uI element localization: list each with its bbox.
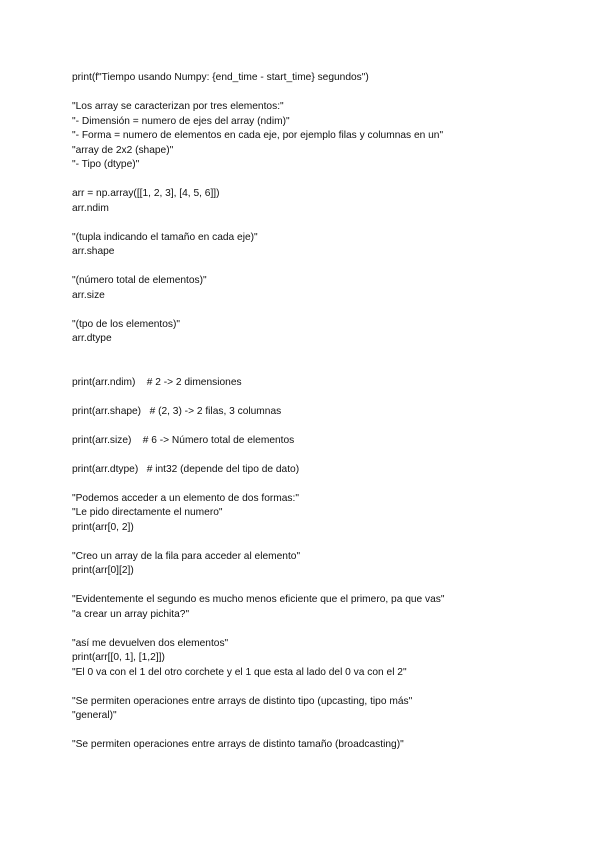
text-line: "Se permiten operaciones entre arrays de distinto tipo (upcasting, tipo más" — [72, 695, 413, 707]
code-line: arr.size — [72, 289, 105, 301]
text-line: "Los array se caracterizan por tres elementos:" — [72, 101, 284, 112]
text-block-broadcasting — [72, 738, 572, 753]
text-line: "- Dimensión = numero de ejes del array (ndim)" — [72, 115, 290, 127]
code-line: print(arr[[0, 1], [1,2]]) — [72, 652, 165, 663]
code-line: print(f"Tiempo usando Numpy: {end_time - start_time} segundos") — [72, 72, 369, 83]
text-line: "El 0 va con el 1 del otro corchete y el 1 que esta al lado del 0 va con el 2" — [72, 666, 407, 678]
code-line: print(arr.dtype) # int32 (depende del tipo de dato) — [72, 463, 300, 475]
text-line: "Creo un array de la fila para acceder al elemento" — [72, 550, 301, 562]
text-line: "general)" — [72, 710, 117, 721]
text-line: "array de 2x2 (shape)" — [72, 144, 174, 156]
code-line: print(arr.size) # 6 -> Número total de elementos — [72, 434, 295, 446]
text-line: "Evidentemente el segundo es mucho menos eficiente que el primero, pa que vas" — [72, 594, 445, 605]
text-line: "Le pido directamente el numero" — [72, 507, 223, 518]
text-block-arr-definition — [72, 187, 572, 216]
text-block-upcasting — [72, 695, 572, 724]
text-block-array-elements — [72, 100, 572, 173]
text-block-print-ndim — [72, 376, 572, 391]
text-block-row-array — [72, 550, 572, 579]
document-body — [72, 71, 572, 753]
text-line: "así me devuelven dos elementos" — [72, 637, 229, 649]
code-line: arr.ndim — [72, 202, 109, 214]
text-block-numpy-timing — [72, 71, 572, 86]
code-line: print(arr.shape) # (2, 3) -> 2 filas, 3 columnas — [72, 405, 282, 417]
text-block-two-elements — [72, 637, 572, 681]
text-line: "(tpo de los elementos)" — [72, 318, 181, 330]
text-line: "Podemos acceder a un elemento de dos formas:" — [72, 492, 299, 504]
text-block-size — [72, 274, 572, 303]
text-line: "- Tipo (dtype)" — [72, 159, 140, 170]
code-line: print(arr.ndim) # 2 -> 2 dimensiones — [72, 376, 242, 388]
code-line: arr = np.array([[1, 2, 3], [4, 5, 6]]) — [72, 188, 220, 199]
text-line: "(tupla indicando el tamaño en cada eje)" — [72, 231, 258, 243]
text-block-print-size — [72, 434, 572, 449]
text-block-shape — [72, 231, 572, 260]
code-line: print(arr[0, 2]) — [72, 521, 134, 533]
text-line: "Se permiten operaciones entre arrays de distinto tamaño (broadcasting)" — [72, 739, 404, 750]
text-block-print-dtype — [72, 463, 572, 478]
text-line: "a crear un array pichita?" — [72, 608, 190, 620]
code-line: arr.dtype — [72, 333, 112, 344]
text-block-access-element — [72, 492, 572, 536]
text-line: "(número total de elementos)" — [72, 275, 207, 286]
code-line: arr.shape — [72, 246, 115, 257]
text-line: "- Forma = numero de elementos en cada eje, por ejemplo filas y columnas en un" — [72, 130, 444, 141]
text-block-dtype — [72, 318, 572, 347]
text-block-print-shape — [72, 405, 572, 420]
code-line: print(arr[0][2]) — [72, 565, 134, 576]
text-block-efficiency — [72, 593, 572, 622]
